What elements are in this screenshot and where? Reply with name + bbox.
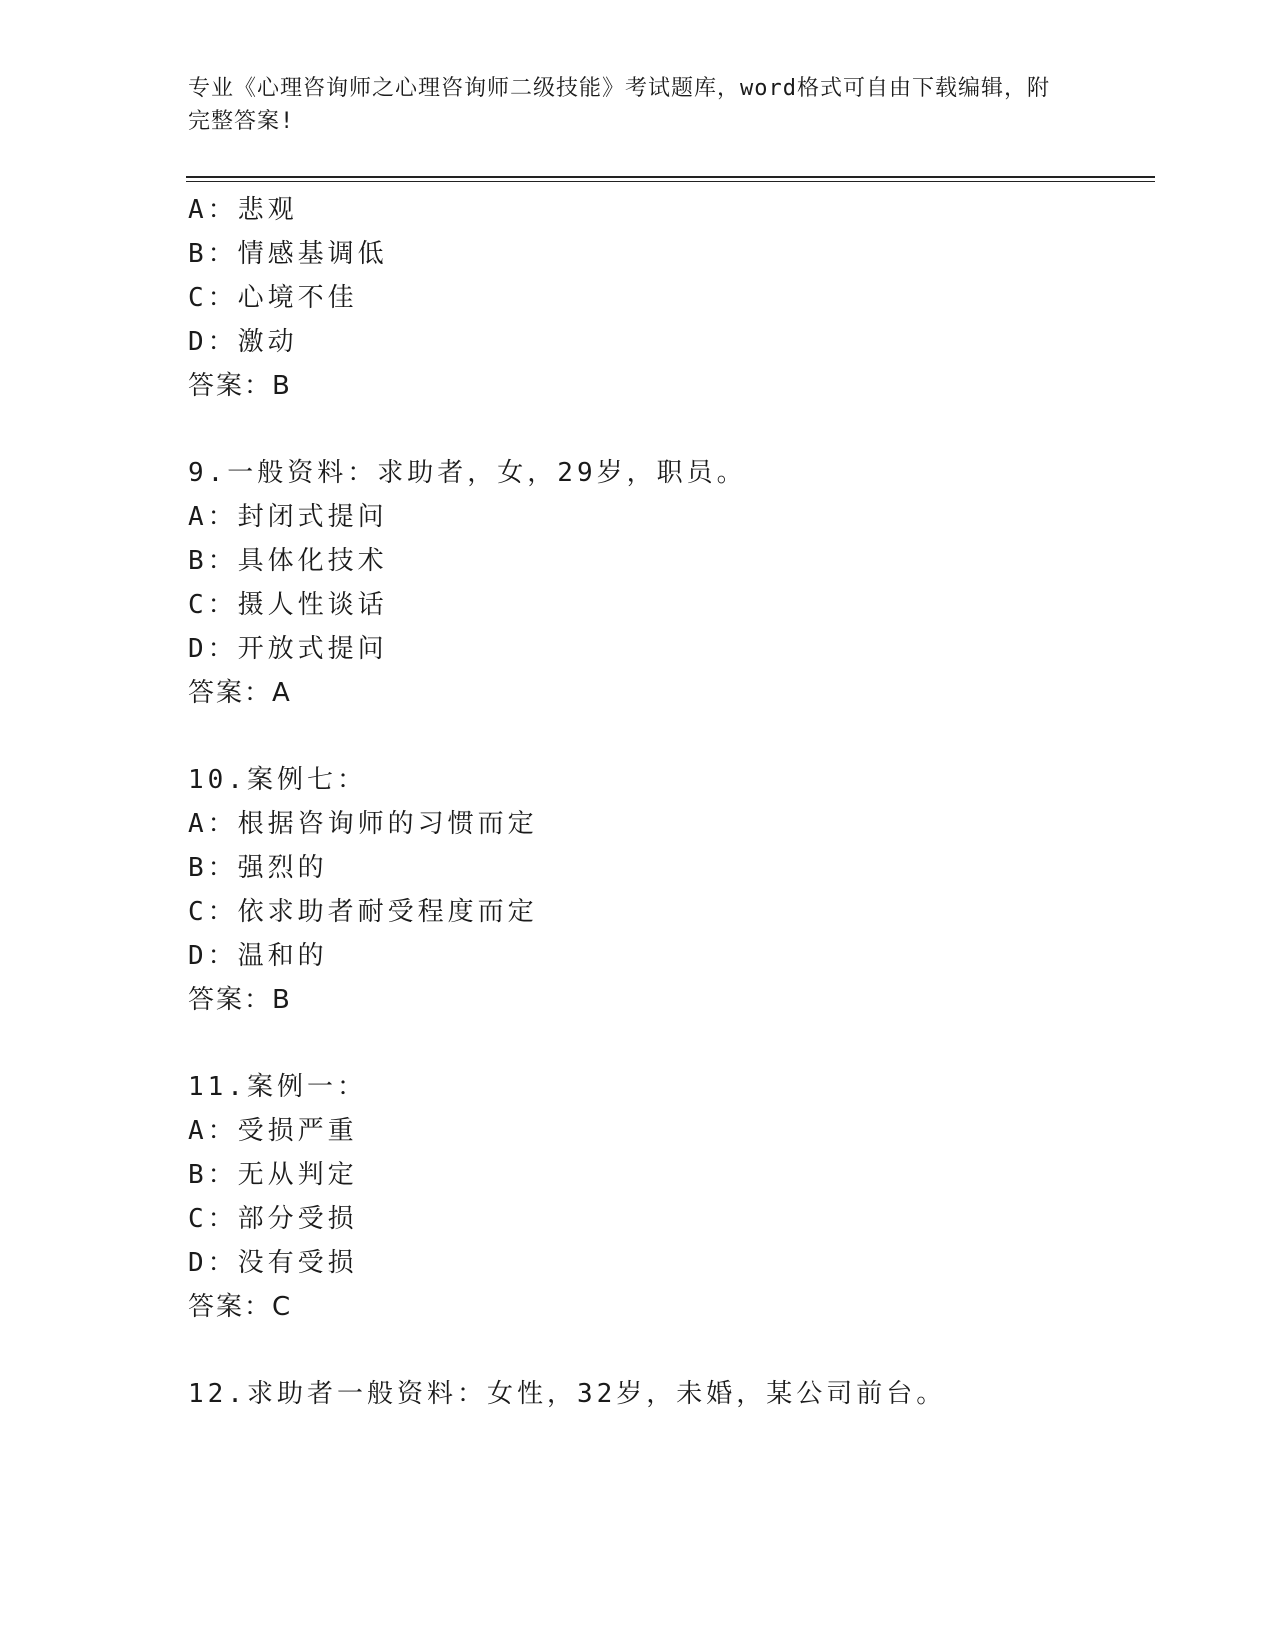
option-c: C：摄人性谈话 xyxy=(188,590,388,620)
question-10: 10.案例七： xyxy=(188,765,367,795)
option-b: B：情感基调低 xyxy=(188,239,388,269)
answer: 答案：C xyxy=(188,1292,293,1322)
document-header: 专业《心理咨询师之心理咨询师二级技能》考试题库，word格式可自由下载编辑，附完整答案! xyxy=(188,76,1050,134)
option-d: D：激动 xyxy=(188,327,298,357)
option-d: D：开放式提问 xyxy=(188,634,388,664)
answer: 答案：A xyxy=(188,678,292,708)
option-d: D：温和的 xyxy=(188,941,328,971)
option-d: D：没有受损 xyxy=(188,1248,358,1278)
option-c: C：依求助者耐受程度而定 xyxy=(188,897,538,927)
header-rule-thick xyxy=(186,176,1155,178)
answer: 答案：B xyxy=(188,371,292,401)
question-9: 9.一般资料：求助者，女，29岁，职员。 xyxy=(188,458,747,488)
option-b: B：具体化技术 xyxy=(188,546,388,576)
option-b: B：强烈的 xyxy=(188,853,328,883)
question-12: 12.求助者一般资料：女性，32岁，未婚，某公司前台。 xyxy=(188,1379,947,1409)
answer: 答案：B xyxy=(188,985,292,1015)
option-a: A：悲观 xyxy=(188,195,298,225)
option-c: C：部分受损 xyxy=(188,1204,358,1234)
header-rule-thin xyxy=(186,181,1155,182)
option-b: B：无从判定 xyxy=(188,1160,358,1190)
question-11: 11.案例一： xyxy=(188,1072,367,1102)
option-a: A：封闭式提问 xyxy=(188,502,388,532)
option-a: A：根据咨询师的习惯而定 xyxy=(188,809,538,839)
option-c: C：心境不佳 xyxy=(188,283,358,313)
option-a: A：受损严重 xyxy=(188,1116,358,1146)
